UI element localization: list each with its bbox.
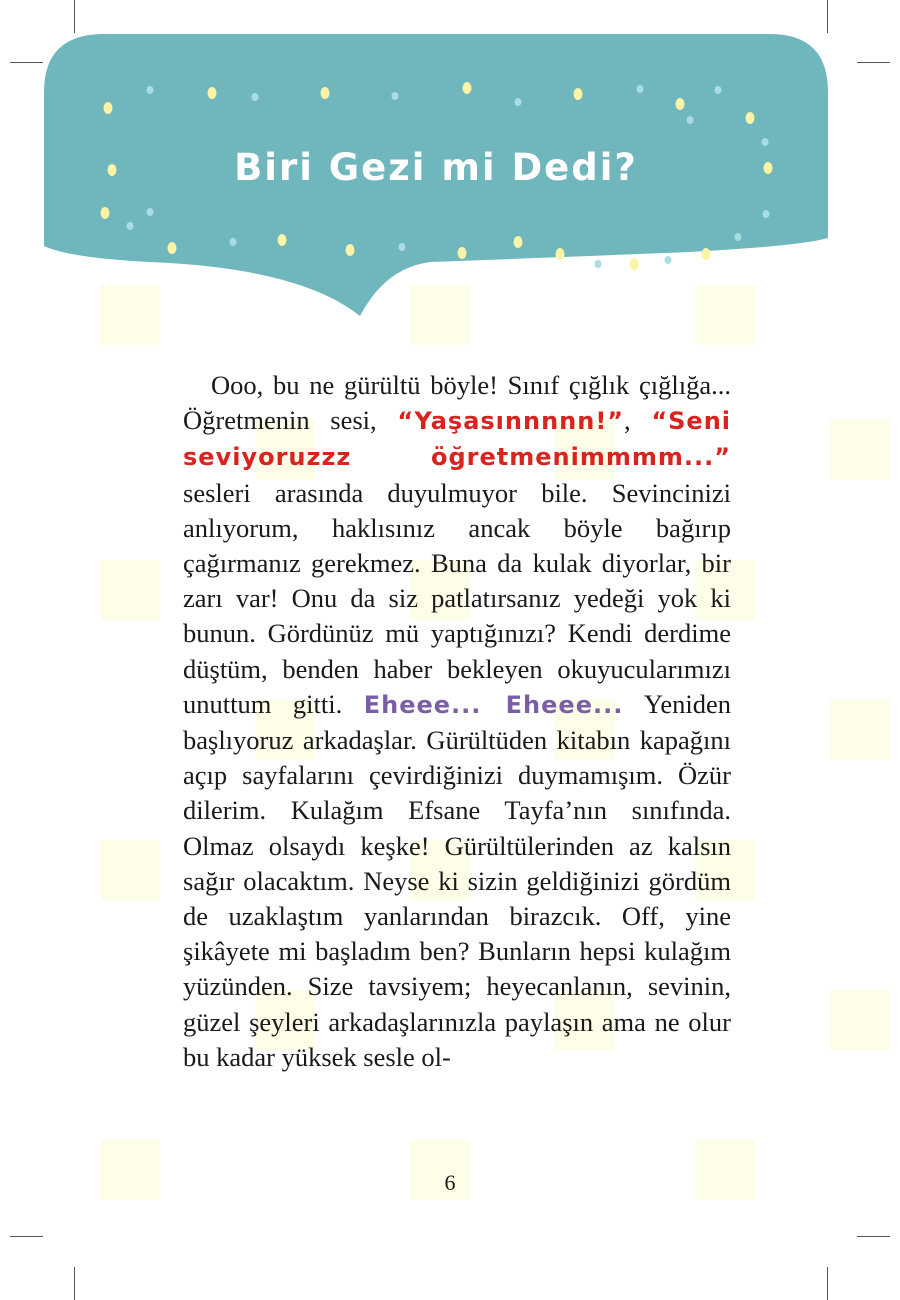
- decorative-dot: [230, 238, 237, 246]
- decorative-dot: [665, 256, 672, 264]
- shout-text: “Yaşasınnnnn!”: [397, 407, 625, 436]
- decorative-dot: [715, 86, 722, 94]
- decorative-dot: [595, 260, 602, 268]
- decorative-dot: [702, 248, 711, 260]
- body-text-segment: ,: [624, 405, 652, 436]
- decorative-dot: [147, 208, 154, 216]
- decorative-dot: [321, 87, 330, 99]
- pattern-square: [830, 420, 890, 480]
- decorative-dot: [278, 234, 287, 246]
- decorative-dot: [514, 236, 523, 248]
- decorative-dot: [147, 86, 154, 94]
- body-text-segment: Ooo, bu ne gürültü böyle! Sınıf çığlık çığlığa... Öğretmenin sesi,: [183, 370, 731, 436]
- pattern-square: [100, 840, 160, 900]
- decorative-dot: [556, 248, 565, 260]
- decorative-dot: [101, 207, 110, 219]
- decorative-dot: [208, 87, 217, 99]
- decorative-dot: [104, 102, 113, 114]
- decorative-dot: [574, 88, 583, 100]
- decorative-dot: [458, 247, 467, 259]
- decorative-dot: [463, 82, 472, 94]
- decorative-dot: [735, 233, 742, 241]
- shout-text: “Seni seviyoruzzz öğretmenimmmm...”: [183, 407, 732, 472]
- page-number: 6: [444, 1170, 456, 1195]
- decorative-dot: [515, 98, 522, 106]
- decorative-dot: [252, 93, 259, 101]
- decorative-dot: [762, 138, 769, 146]
- decorative-dot: [637, 85, 644, 93]
- body-text-segment: Yeniden başlıyoruz arkadaşlar. Gürültüden kitabın kapağını açıp sayfalarını çevirdiğinizi duymamışım. Özür dilerim. Kulağım Efsane Tayfa’nın sınıfında. Olmaz olsaydı keşke! Gürültülerinden az kalsın sağır olacaktım. Neyse ki sizin geldiğinizi gördüm de uzaklaştım yanlarından birazcık. Off, yine şikâyete mi başladım ben? Bunların hepsi kulağım yüzünden. Size tavsiyem; heyecanlanın, sevinin, güzel şeyleri arkadaşlarınızla paylaşın ama ne olur bu kadar yüksek sesle ol-: [183, 688, 731, 1072]
- body-text-segment: sesleri arasında duyulmuyor bile. Sevincinizi anlıyorum, haklısınız ancak böyle bağırıp çağırmanız gerekmez. Buna da kulak diyorlar, bir zarı var! Onu da siz patlatırsanız yedeği yok ki bunun. Gördünüz mü yaptığınızı? Kendi derdime düştüm, benden haber bekleyen okuyucularımızı unuttum gitti.: [183, 477, 731, 719]
- decorative-dot: [392, 92, 399, 100]
- ehee-text: Eheee... Eheee...: [363, 690, 624, 719]
- decorative-dot: [399, 243, 406, 251]
- decorative-dot: [168, 242, 177, 254]
- pattern-square: [830, 700, 890, 760]
- pattern-square: [830, 990, 890, 1050]
- page-title: Biri Gezi mi Dedi?: [234, 146, 638, 189]
- decorative-dot: [763, 210, 770, 218]
- body-paragraph: [183, 368, 731, 1075]
- decorative-dot: [676, 98, 685, 110]
- decorative-dot: [746, 112, 755, 124]
- decorative-dot: [346, 244, 355, 256]
- pattern-square: [100, 560, 160, 620]
- decorative-dot: [630, 258, 639, 270]
- decorative-dot: [687, 116, 694, 124]
- decorative-dot: [127, 222, 134, 230]
